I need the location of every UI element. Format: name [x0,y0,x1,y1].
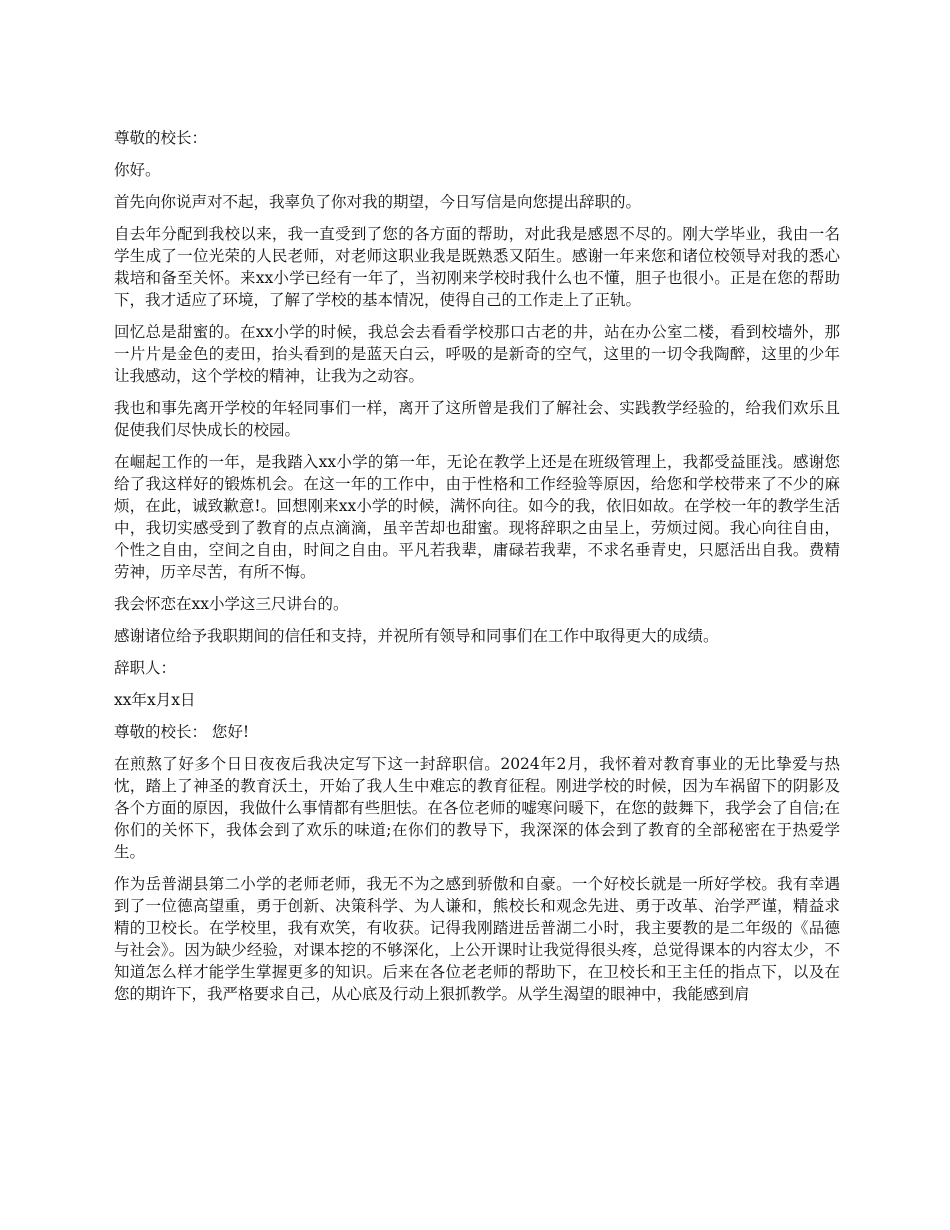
signature-label: 辞职人： [114,659,177,677]
paragraph: 首先向你说声对不起，我辜负了你对我的期望，今日写信是向您提出辞职的。 [114,193,642,211]
paragraph: 感谢诸位给予我职期间的信任和支持，并祝所有领导和同事们在工作中取得更大的成绩。 [114,627,719,645]
paragraph: 作为岳普湖县第二小学的老师老师，我无不为之感到骄傲和自豪。一个好校长就是一所好学校。我有幸遇到了一位德高望重，勇于创新、决策科学、为人谦和，熊校长和观念先进、勇于改革、治学严谨，精益求精的卫校长。在学校里，我有欢笑，有收获。记得我刚踏进岳普湖二小时，我主要教的是二年级的《品德与社会》。因为缺少经验，对课本挖的不够深化，上公开课时让我觉得很头疼，总觉得课本的内容太少，不知道怎么样才能学生掌握更多的知识。后来在各位老老师的帮助下，在卫校长和王主任的指点下，以及在您的期许下，我严格要求自己，从心底及行动上狠抓教学。从学生渴望的眼神中，我能感到肩 [114,875,840,1003]
salutation-second-letter: 尊敬的校长： 您好! [114,723,250,741]
paragraph: 自去年分配到我校以来，我一直受到了您的各方面的帮助，对此我是感恩不尽的。刚大学毕业，我由一名学生成了一位光荣的人民老师，对老师这职业我是既熟悉又陌生。感谢一年来您和诸位校领导对我的悉心栽培和备至关怀。来xx小学已经有一年了，当初刚来学校时我什么也不懂，胆子也很小。正是在您的帮助下，我才适应了环境，了解了学校的基本情况，使得自己的工作走上了正轨。 [114,225,840,309]
paragraph: 我也和事先离开学校的年轻同事们一样，离开了这所曾是我们了解社会、实践教学经验的，给我们欢乐且促使我们尽快成长的校园。 [114,399,840,439]
paragraph: 回忆总是甜蜜的。在xx小学的时候，我总会去看看学校那口古老的井，站在办公室二楼，看到校墙外，那一片片是金色的麦田，抬头看到的是蓝天白云，呼吸的是新奇的空气，这里的一切令我陶醉，这里的少年让我感动，这个学校的精神，让我为之动容。 [114,323,840,385]
paragraph: 我会怀恋在xx小学这三尺讲台的。 [114,595,349,613]
paragraph: 在煎熬了好多个日日夜夜后我决定写下这一封辞职信。2024年2月，我怀着对教育事业的无比挚爱与热忱，踏上了神圣的教育沃土，开始了我人生中难忘的教育征程。刚进学校的时候，因为车祸留下的阴影及各个方面的原因，我做什么事情都有些胆怯。在各位老师的嘘寒问暖下，在您的鼓舞下，我学会了自信;在你们的关怀下，我体会到了欢乐的味道;在你们的教导下，我深深的体会到了教育的全部秘密在于热爱学生。 [114,755,840,861]
salutation: 尊敬的校长： [114,129,208,147]
letter-document [114,127,840,1015]
date-line: xx年x月x日 [114,691,196,709]
paragraph: 在崛起工作的一年，是我踏入xx小学的第一年，无论在教学上还是在班级管理上，我都受益匪浅。感谢您给了我这样好的锻炼机会。在这一年的工作中，由于性格和工作经验等原因，给您和学校带来了不少的麻烦，在此，诚致歉意!。回想刚来xx小学的时候，满怀向往。如今的我，依旧如故。在学校一年的教学生活中，我切实感受到了教育的点点滴滴，虽辛苦却也甜蜜。现将辞职之由呈上，劳烦过阅。我心向往自由，个性之自由，空间之自由，时间之自由。平凡若我辈，庸碌若我辈，不求名垂青史，只愿活出自我。费精劳神，历辛尽苦，有所不悔。 [114,453,840,581]
greeting: 你好。 [114,161,161,179]
